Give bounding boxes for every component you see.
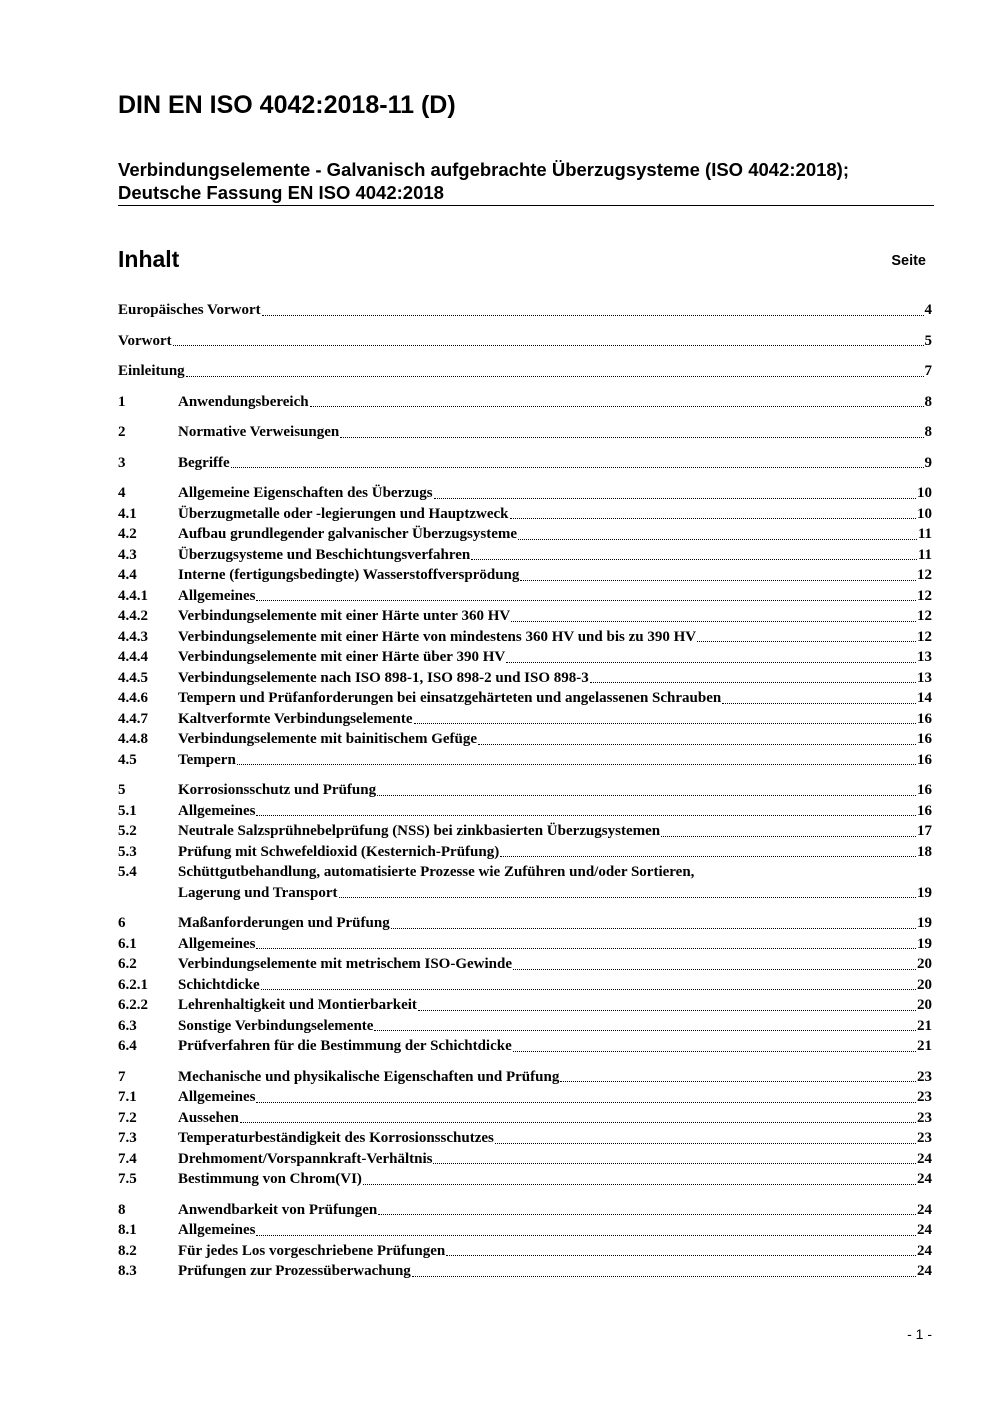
toc-entry-title: Lehrenhaltigkeit und Montierbarkeit [178, 997, 417, 1013]
toc-entry-number: 4.4.1 [118, 587, 148, 604]
page-number: - 1 - [907, 1326, 932, 1342]
toc-entry[interactable] [118, 780, 932, 801]
toc-dot-leader [418, 1010, 916, 1011]
toc-dot-leader [237, 764, 916, 765]
toc-entry[interactable] [118, 668, 932, 689]
toc-dot-leader [433, 1163, 916, 1164]
toc-entry-title: Mechanische und physikalische Eigenschaften und Prüfung [178, 1068, 560, 1085]
toc-entry-title: Verbindungselemente mit einer Härte unter 360 HV [178, 608, 511, 624]
toc-entry-page: 23 [917, 1089, 932, 1105]
toc-entry-number: 4.4.8 [118, 731, 148, 747]
toc-entry[interactable] [118, 627, 932, 648]
toc-dot-leader [697, 641, 916, 642]
toc-entry[interactable] [118, 1108, 932, 1129]
toc-entry-title: Für jedes Los vorgeschriebene Prüfungen [178, 1242, 446, 1259]
toc-entry-title: Normative Verweisungen [178, 424, 340, 440]
toc-entry[interactable] [118, 688, 932, 709]
toc-entry-page: 16 [917, 710, 932, 727]
toc-entry-title: Aussehen [178, 1109, 239, 1126]
toc-entry-number: 6 [118, 915, 126, 931]
toc-entry-number: 8.2 [118, 1242, 137, 1259]
toc-dot-leader [513, 1051, 916, 1052]
toc-entry-title: Korrosionsschutz und Prüfung [178, 782, 377, 798]
toc-entry-page: 24 [917, 1150, 932, 1167]
toc-entry-title: Sonstige Verbindungselemente [178, 1017, 374, 1034]
toc-entry-title: Vorwort [118, 332, 172, 349]
toc-entry-number: 5.1 [118, 802, 137, 819]
toc-entry-number: 4.4 [118, 567, 137, 583]
toc-entry-page: 16 [917, 802, 932, 819]
toc-dot-leader [511, 621, 916, 622]
toc-dot-leader [412, 1276, 916, 1277]
toc-entry-page: 8 [924, 424, 932, 440]
toc-entry-number: 4.4.6 [118, 690, 148, 706]
toc-entry[interactable] [118, 1087, 932, 1108]
toc-entry-number: 2 [118, 424, 126, 440]
toc-entry-number: 7.3 [118, 1130, 137, 1146]
toc-entry-page: 24 [917, 1242, 932, 1259]
toc-entry-title: Lagerung und Transport [178, 884, 338, 901]
toc-dot-leader [256, 600, 916, 601]
toc-entry[interactable] [118, 647, 932, 668]
toc-dot-leader [186, 376, 924, 377]
toc-entry-number: 4.4.2 [118, 608, 148, 624]
toc-entry-page: 24 [917, 1201, 932, 1218]
toc-entry-page: 24 [917, 1171, 932, 1187]
toc-dot-leader [377, 795, 916, 796]
toc-entry[interactable] [118, 1261, 932, 1282]
toc-entry-title: Tempern und Prüfanforderungen bei einsatzgehärteten und angelassenen Schrauben [178, 690, 722, 706]
table-of-contents [118, 300, 932, 1282]
toc-entry-number: 5.3 [118, 843, 137, 860]
toc-entry-page: 16 [917, 751, 932, 768]
toc-entry-page: 11 [917, 526, 932, 542]
toc-entry-title: Verbindungselemente nach ISO 898-1, ISO 898-2 und ISO 898-3 [178, 669, 589, 686]
toc-entry-number: 5 [118, 782, 126, 798]
toc-entry[interactable] [118, 1036, 932, 1057]
toc-dot-leader [231, 467, 924, 468]
toc-dot-leader [261, 989, 916, 990]
toc-entry-page: 23 [917, 1109, 932, 1126]
toc-entry[interactable] [118, 545, 932, 566]
toc-entry-page: 7 [924, 363, 932, 379]
toc-dot-leader [506, 662, 916, 663]
toc-entry-title: Neutrale Salzsprühnebelprüfung (NSS) bei zinkbasierten Überzugsystemen [178, 823, 661, 839]
toc-entry[interactable] [118, 934, 932, 955]
toc-dot-leader [661, 836, 916, 837]
toc-entry-title: Überzugmetalle oder -legierungen und Hauptzweck [178, 505, 509, 522]
toc-dot-leader [513, 969, 916, 970]
toc-entry[interactable] [118, 524, 932, 545]
toc-entry-page: 8 [924, 393, 932, 410]
toc-entry[interactable] [118, 862, 932, 883]
toc-entry[interactable] [118, 709, 932, 730]
toc-entry-number: 5.2 [118, 823, 137, 839]
toc-entry[interactable] [118, 801, 932, 822]
toc-entry-title: Anwendbarkeit von Prüfungen [178, 1201, 378, 1218]
toc-entry-page: 23 [917, 1130, 932, 1146]
toc-heading: Inhalt [118, 246, 180, 272]
toc-dot-leader [500, 856, 916, 857]
toc-entry[interactable] [118, 750, 932, 771]
toc-entry[interactable] [118, 453, 932, 474]
title-divider [118, 205, 934, 206]
toc-dot-leader [310, 406, 924, 407]
toc-entry-title: Temperaturbeständigkeit des Korrosionsschutzes [178, 1130, 494, 1146]
toc-entry-title: Verbindungselemente mit metrischem ISO-Gewinde [178, 956, 512, 972]
toc-dot-leader [363, 1184, 916, 1185]
toc-entry[interactable] [118, 821, 932, 842]
toc-entry-page: 10 [917, 505, 932, 522]
toc-entry-page: 14 [917, 690, 932, 706]
toc-entry[interactable] [118, 1169, 932, 1190]
toc-entry-page: 12 [917, 567, 932, 583]
toc-entry-page: 5 [924, 332, 932, 349]
toc-dot-leader [471, 559, 917, 560]
toc-entry-title: Schüttgutbehandlung, automatisierte Prozesse wie Zuführen und/oder Sortieren, [178, 864, 695, 880]
toc-entry-page: 13 [917, 669, 932, 686]
toc-entry-number: 8 [118, 1201, 126, 1218]
toc-entry-number: 4 [118, 485, 126, 501]
toc-dot-leader [495, 1143, 916, 1144]
toc-entry-title: Aufbau grundlegender galvanischer Überzugsysteme [178, 526, 518, 542]
toc-entry-title: Verbindungselemente mit bainitischem Gefüge [178, 731, 478, 747]
toc-entry-title: Bestimmung von Chrom(VI) [178, 1171, 362, 1187]
toc-entry-number: 6.2 [118, 956, 137, 972]
toc-dot-leader [518, 539, 917, 540]
toc-entry-page: 20 [917, 997, 932, 1013]
toc-entry-page: 16 [917, 731, 932, 747]
toc-entry-number: 6.3 [118, 1017, 137, 1034]
toc-entry[interactable] [118, 975, 932, 996]
toc-entry-page: 12 [917, 587, 932, 604]
toc-dot-leader [256, 1235, 916, 1236]
toc-entry-number: 6.4 [118, 1038, 137, 1054]
toc-entry[interactable] [118, 361, 932, 382]
toc-entry-number: 4.4.3 [118, 628, 148, 645]
toc-entry-title: Verbindungselemente mit einer Härte von mindestens 360 HV und bis zu 390 HV [178, 628, 697, 645]
toc-entry-title: Verbindungselemente mit einer Härte über 390 HV [178, 649, 506, 665]
toc-entry[interactable] [118, 913, 932, 934]
toc-entry-title: Allgemeines [178, 802, 256, 819]
toc-entry[interactable] [118, 995, 932, 1016]
toc-dot-leader [256, 1102, 916, 1103]
toc-page-column-label: Seite [891, 253, 926, 269]
toc-entry[interactable] [118, 954, 932, 975]
toc-entry-number: 8.1 [118, 1222, 137, 1238]
toc-entry[interactable] [118, 1067, 932, 1088]
toc-entry-page: 12 [917, 628, 932, 645]
toc-entry-page: 19 [917, 935, 932, 952]
toc-dot-leader [520, 580, 916, 581]
toc-entry-page: 24 [917, 1263, 932, 1279]
toc-entry[interactable] [118, 504, 932, 525]
toc-entry-number: 4.1 [118, 505, 137, 522]
toc-entry-page: 10 [917, 485, 932, 501]
toc-dot-leader [173, 345, 924, 346]
toc-entry-number: 8.3 [118, 1263, 137, 1279]
toc-entry-title: Europäisches Vorwort [118, 302, 261, 318]
toc-entry-number: 3 [118, 454, 126, 471]
toc-entry-number: 7.1 [118, 1089, 137, 1105]
toc-entry[interactable] [118, 606, 932, 627]
toc-entry-number: 4.4.5 [118, 669, 148, 686]
toc-entry[interactable] [118, 586, 932, 607]
toc-dot-leader [340, 437, 923, 438]
toc-entry-page: 24 [917, 1222, 932, 1238]
toc-entry-title: Prüfung mit Schwefeldioxid (Kesternich-Prüfung) [178, 843, 500, 860]
toc-entry[interactable] [118, 1016, 932, 1037]
toc-dot-leader [414, 723, 916, 724]
toc-entry-number: 4.5 [118, 751, 137, 768]
toc-entry[interactable] [118, 729, 932, 750]
toc-entry-number: 4.3 [118, 546, 137, 563]
toc-entry-title: Schichtdicke [178, 976, 260, 993]
toc-entry-page: 13 [917, 649, 932, 665]
toc-dot-leader [262, 315, 924, 316]
toc-dot-leader [446, 1255, 916, 1256]
toc-dot-leader [391, 928, 916, 929]
toc-entry-page: 19 [917, 915, 932, 931]
toc-entry-page: 12 [917, 608, 932, 624]
toc-entry[interactable] [118, 331, 932, 352]
toc-entry-page: 11 [917, 546, 932, 563]
toc-entry-title: Allgemeines [178, 1089, 256, 1105]
toc-entry-title: Kaltverformte Verbindungselemente [178, 710, 413, 727]
toc-entry-page: 20 [917, 956, 932, 972]
toc-entry-title: Allgemeines [178, 935, 256, 952]
toc-entry[interactable] [118, 1149, 932, 1170]
toc-dot-leader [240, 1122, 916, 1123]
toc-entry-title: Tempern [178, 751, 236, 768]
toc-entry[interactable] [118, 300, 932, 321]
toc-entry-title: Überzugsysteme und Beschichtungsverfahren [178, 546, 471, 563]
toc-dot-leader [434, 498, 916, 499]
toc-entry-page: 20 [917, 976, 932, 993]
toc-entry-number: 6.2.1 [118, 976, 148, 993]
toc-dot-leader [478, 744, 916, 745]
toc-entry-number: 4.4.4 [118, 649, 148, 665]
toc-entry-number: 6.2.2 [118, 997, 148, 1013]
document-title: DIN EN ISO 4042:2018-11 (D) [118, 91, 456, 119]
toc-entry-number: 7.4 [118, 1150, 137, 1167]
toc-entry-title: Prüfverfahren für die Bestimmung der Schichtdicke [178, 1038, 512, 1054]
toc-entry-title: Allgemeines [178, 1222, 256, 1238]
toc-dot-leader [256, 948, 916, 949]
toc-entry-number: 1 [118, 393, 126, 410]
toc-entry-title: Anwendungsbereich [178, 393, 309, 410]
toc-entry[interactable] [118, 842, 932, 863]
toc-dot-leader [510, 518, 916, 519]
toc-entry-page: 21 [917, 1017, 932, 1034]
document-subtitle-line-2: Deutsche Fassung EN ISO 4042:2018 [118, 182, 444, 203]
toc-entry-page: 21 [917, 1038, 932, 1054]
toc-entry[interactable] [118, 883, 932, 904]
toc-entry[interactable] [118, 1128, 932, 1149]
toc-entry[interactable] [118, 1220, 932, 1241]
toc-entry[interactable] [118, 483, 932, 504]
toc-dot-leader [374, 1030, 916, 1031]
document-subtitle [118, 158, 938, 204]
toc-dot-leader [560, 1081, 916, 1082]
toc-entry-page: 16 [917, 782, 932, 798]
toc-entry[interactable] [118, 422, 932, 443]
toc-entry-number: 6.1 [118, 935, 137, 952]
toc-dot-leader [378, 1214, 916, 1215]
toc-dot-leader [722, 703, 916, 704]
toc-entry-title: Einleitung [118, 363, 185, 379]
toc-entry-title: Prüfungen zur Prozessüberwachung [178, 1263, 411, 1279]
toc-dot-leader [590, 682, 916, 683]
toc-entry[interactable] [118, 1241, 932, 1262]
document-subtitle-line-1: Verbindungselemente - Galvanisch aufgebrachte Überzugsysteme (ISO 4042:2018); [118, 159, 850, 180]
toc-entry-page: 9 [924, 454, 932, 471]
toc-entry[interactable] [118, 392, 932, 413]
toc-entry-page: 4 [924, 302, 932, 318]
toc-dot-leader [339, 897, 917, 898]
toc-entry-title: Maßanforderungen und Prüfung [178, 915, 390, 931]
toc-entry-title: Allgemeines [178, 587, 256, 604]
toc-entry-number: 5.4 [118, 864, 137, 880]
toc-entry-number: 7.5 [118, 1171, 137, 1187]
toc-entry-number: 7 [118, 1068, 126, 1085]
toc-entry-title: Begriffe [178, 454, 230, 471]
toc-entry-number: 4.2 [118, 526, 137, 542]
toc-entry-number: 4.4.7 [118, 710, 148, 727]
toc-dot-leader [256, 815, 916, 816]
toc-entry-number: 7.2 [118, 1109, 137, 1126]
toc-entry-page: 23 [917, 1068, 932, 1085]
toc-entry-page: 18 [917, 843, 932, 860]
toc-entry-page: 17 [917, 823, 932, 839]
toc-entry-page: 19 [917, 884, 932, 901]
toc-entry-title: Allgemeine Eigenschaften des Überzugs [178, 485, 433, 501]
toc-entry-title: Interne (fertigungsbedingte) Wasserstoffversprödung [178, 567, 520, 583]
toc-entry-title: Drehmoment/Vorspannkraft-Verhältnis [178, 1150, 433, 1167]
toc-entry[interactable] [118, 565, 932, 586]
toc-entry[interactable] [118, 1200, 932, 1221]
